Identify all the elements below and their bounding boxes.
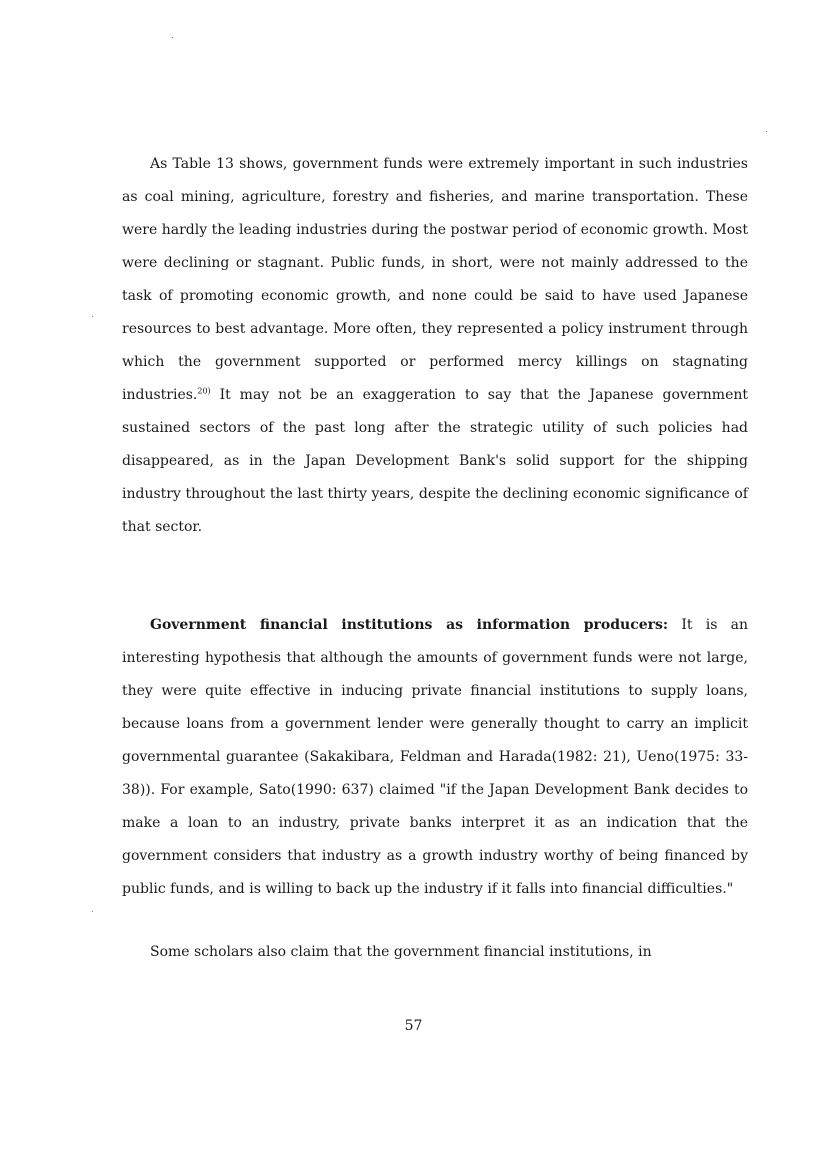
paragraph-scholars-claim xyxy=(122,936,748,969)
scan-speck xyxy=(172,37,173,38)
scan-speck xyxy=(766,131,767,132)
paragraph-table-13 xyxy=(122,148,748,544)
paragraph-text: As Table 13 shows, government funds were extremely important in such industries as coal mining, agriculture, forestry and fisheries, and marine transportation. These were hardly the leading industries during the postwar period of economic growth. Most were declining or stagnant. Public funds, in short, were not mainly addressed to the task of promoting economic growth, and none could be said to have used Japanese resources to best advantage. More often, they represented a policy instrument through which the government supported or performed mercy killings on stagnating industries. xyxy=(122,156,748,403)
paragraph-information-producers xyxy=(122,609,748,906)
paragraph-text-continued: It may not be an exaggeration to say that the Japanese government sustained sectors of the past long after the strategic utility of such policies had disappeared, as in the Japan Development Bank's solid support for the shipping industry throughout the last thirty years, despite the declining economic significance of that sector. xyxy=(122,387,748,535)
paragraph-text: Some scholars also claim that the government financial institutions, in xyxy=(150,944,652,960)
section-lead-heading: Government financial institutions as information producers: xyxy=(150,617,669,633)
scan-speck xyxy=(92,911,93,912)
paragraph-text: It is an interesting hypothesis that although the amounts of government funds were not large, they were quite effective in inducing private financial institutions to supply loans, because loans from a government lender were generally thought to carry an implicit governmental guarantee (Sakakibara, Feldman and Harada(1982: 21), Ueno(1975: 33-38)). For example, Sato(1990: 637) claimed "if the Japan Development Bank decides to make a loan to an industry, private banks interpret it as an indication that the government considers that industry as a growth industry worthy of being financed by public funds, and is willing to back up the industry if it falls into financial difficulties." xyxy=(122,617,748,897)
scan-speck xyxy=(92,316,93,317)
page-number: 57 xyxy=(404,1018,423,1034)
footnote-marker: 20) xyxy=(197,386,211,396)
